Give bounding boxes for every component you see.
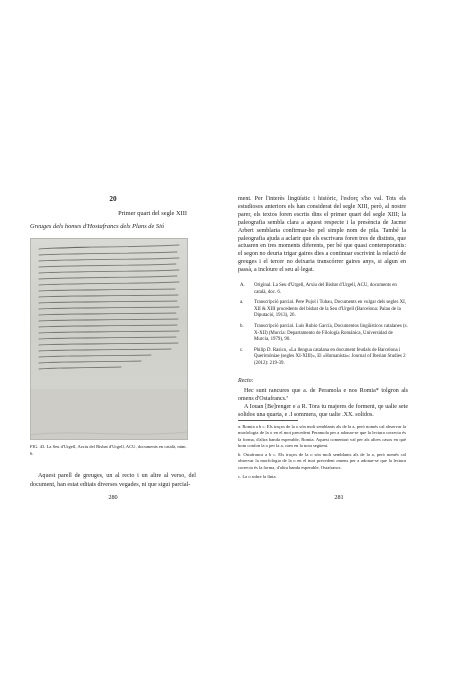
document-title: Greuges dels homes d'Hostafrancs dels Plans de Sió bbox=[30, 223, 165, 230]
manuscript-image bbox=[30, 238, 188, 440]
document-date: Primer quart del segle XIII bbox=[118, 210, 187, 217]
recto-transcription bbox=[238, 387, 408, 419]
reference-text: Transcripció parcial. Luis Rubio García, Documentos lingüísticos catalanes (s. X-XII) (Murcia: Departamento de Filología Románica, Universidad de Murcia, 1979), 90. bbox=[254, 323, 408, 343]
reference-item bbox=[238, 348, 408, 368]
reference-label: c. bbox=[240, 347, 244, 353]
page-number-right: 281 bbox=[334, 494, 344, 501]
manuscript-handwriting bbox=[31, 239, 187, 439]
left-body-text: Aquest parell de greuges, un al recto i un altre al verso, del document, han estat editats diverses vegades, ni que sigui parcial- bbox=[30, 473, 196, 488]
reference-item bbox=[238, 300, 408, 320]
reference-label: A. bbox=[240, 283, 245, 288]
references-list bbox=[238, 283, 408, 372]
right-page bbox=[226, 0, 452, 698]
figure-caption: FIG. 43. La Seu d'Urgell, Arxiu del Bisbat d'Urgell, ACU, documents en català, núm. 6. bbox=[30, 444, 187, 456]
transcription-line: A Iouan [Be]renger e a R. Tora tu majeres de forment, qe ualie sete solidos una quarta, e .I sommera, que ualie .XX. solidos. bbox=[238, 404, 408, 418]
reference-text: Transcripció parcial. Pere Pujol i Tubau, Documents en vulgar dels segles XI, XII & XIII procedents del bisbat de la Seu d'Urgell (Barcelona: Palau de la Diputació, 1913), 26. bbox=[254, 300, 406, 319]
document-number: 20 bbox=[109, 195, 117, 203]
right-body-text: ment. Per l'interès lingüístic i històric, l'esforç s'ho val. Tots els estudiosos anteriors els han considerat del segle XIII, però, al nostre parer, els textos foren escrits dins el primer quart del segle XIII; la paleografia sembla clara a aquest respecte i la presència de Jacme Arbert semblaria confirmar-ho pel simple nom de pila. També la paleografia ajuda a aclarir que els escrivans foren tres de distints, que actuaren en tres moments diferents, per bé que quasi contemporanis: el segon no deuria trigar gaires dies a continuar escrivint la relació de greuges i el tercer no deixaria transcórrer gaires anys, si algun en passà, a incloure el seu al·legat. bbox=[238, 196, 406, 274]
transcription-line: Hec sunt rancures que a. de Peramola e nos Romia* tolgron als omens d'Ostafrancs.ª bbox=[238, 388, 408, 402]
page-number-left: 280 bbox=[108, 494, 118, 501]
footnote-divider bbox=[238, 420, 298, 421]
reference-label: b. bbox=[240, 323, 244, 329]
footnotes bbox=[238, 424, 406, 483]
recto-heading: Recto: bbox=[238, 378, 254, 384]
reference-text: Original. La Seu d'Urgell, Arxiu del Bisbat d'Urgell, ACU, documents en català, doc. 6. bbox=[254, 283, 397, 295]
reference-label: a. bbox=[240, 300, 244, 306]
reference-item bbox=[238, 283, 408, 296]
reference-item bbox=[238, 324, 408, 344]
footnote: b. Ostafranca a b c. Els traços de la o són molt semblants als de la a, però només cal observar la morfologia de la o en el mot precedent omens per a adonar-se que la lectura correcta és la forma, d'altra banda esperable, Ostafrancs. bbox=[238, 452, 406, 470]
footnote: a. Romia a b c. Els traços de la o són molt semblants als de la a, però només cal observar la morfologia de la o en el mot precedent Peramola per a adonar-se que la lectura correcta és la forma, d'altra banda esperable, Romia. Aquest comentari val per als altres casos en què hom confon la o per la a, com en la nota següent. bbox=[238, 424, 406, 448]
footnote: c. La o sobre la línia. bbox=[238, 474, 277, 480]
reference-text: Philip D. Rasico, «La llengua catalana en document feudals de Barcelona i Querimòniae (segles XI-XIII)», El «Humanista»: Journal of Iberian Studies 2 (2012): 219-39. bbox=[254, 347, 406, 366]
